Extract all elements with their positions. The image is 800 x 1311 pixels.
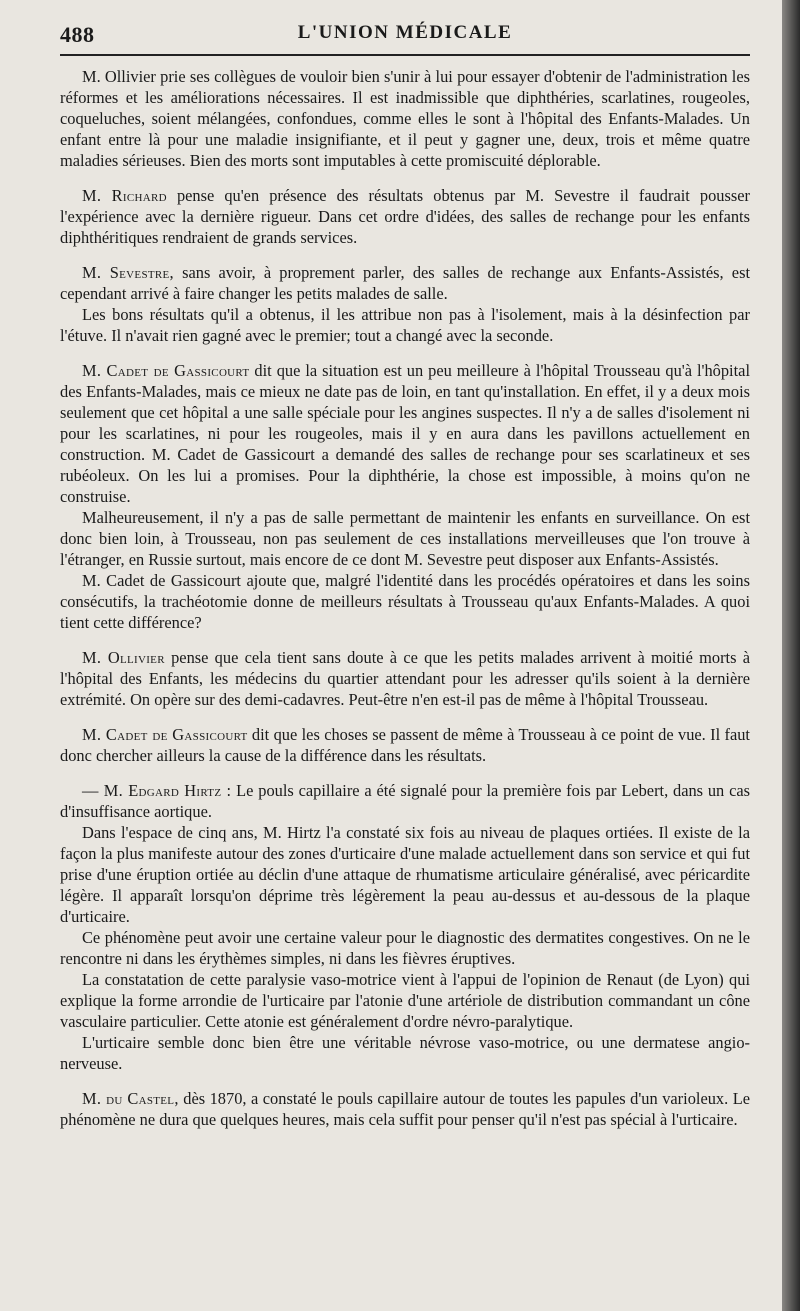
paragraph-text: M. Ollivier prie ses collègues de vouloir bien s'unir à lui pour essayer d'obtenir de l'administration les réformes et les améliorations nécessaires. Il est inadmissible que diphthéries, scarlatines, rougeoles, coqueluches, soient mélangées, confondues, comme elles le sont à l'hôpital des Enfants-Malades. Un enfant entre là pour une maladie insignifiante, et il peut y gagner une, deux, trois et même quatre maladies sérieuses. Bien des morts sont imputables à cette promiscuité déplorable. — [60, 67, 750, 170]
speaker-name: — M. Edgard Hirtz : — [82, 781, 232, 800]
speaker-name: M. Ollivier — [82, 648, 165, 667]
paragraph — [60, 262, 750, 304]
paragraph — [60, 1088, 750, 1130]
paragraph — [60, 507, 750, 570]
header-rule — [60, 54, 750, 56]
paragraph — [60, 1032, 750, 1074]
paragraph — [60, 66, 750, 171]
paragraph-text: Ce phénomène peut avoir une certaine valeur pour le diagnostic des dermatites congestives. On ne le rencontre ni dans les érythèmes simples, ni dans les fièvres éruptives. — [60, 928, 750, 968]
paragraph — [60, 570, 750, 633]
speaker-name: M. du Castel, — [82, 1089, 179, 1108]
paragraph-text: pense qu'en présence des résultats obtenus par M. Sevestre il faudrait pousser l'expérience avec la dernière rigueur. Dans cet ordre d'idées, des salles de rechange pour les enfants diphthéritiques rendraient de grands services. — [60, 186, 750, 247]
speaker-name: M. Cadet de Gassicourt — [82, 725, 248, 744]
paragraph-text: pense que cela tient sans doute à ce que les petits malades arrivent à moitié morts à l'hôpital des Enfants, les médecins du quartier attendant pour les adresser qu'ils soient à la dernière extrémité. On opère sur des demi-cadavres. Peut-être n'en est-il pas de même à l'hôpital Trousseau. — [60, 648, 750, 709]
paragraph — [60, 822, 750, 927]
speaker-name: M. Cadet de Gassicourt — [82, 361, 250, 380]
page-edge-shadow — [782, 0, 800, 1311]
page-header — [60, 18, 750, 52]
paragraph-text: dit que la situation est un peu meilleure à l'hôpital Trousseau qu'à l'hôpital des Enfants-Malades, mais ce mieux ne date pas de loin, en tant qu'installation. En effet, il y a deux mois seulement que cet hôpital a une salle spéciale pour les angines suspectes. Il n'y a de salles d'isolement ni pour les scarlatines, ni pour les rougeoles, mais il y en aura dans les pavillons actuellement en construction. M. Cadet de Gassicourt a demandé des salles de rechange pour ses scarlatineux et ses rubéoleux. On les lui a promises. Pour la diphthérie, la chose est impossible, à moins qu'on ne construise. — [60, 361, 750, 506]
paragraph-text: Malheureusement, il n'y a pas de salle permettant de maintenir les enfants en surveillance. On est donc bien loin, à Trousseau, non pas seulement de ces installations merveilleuses que l'on trouve à l'étranger, en Russie surtout, mais encore de ce dont M. Sevestre peut disposer aux Enfants-Assistés. — [60, 508, 750, 569]
paragraph-text: dès 1870, a constaté le pouls capillaire autour de toutes les papules d'un varioleux. Le phénomène ne dura que quelques heures, mais cela suffit pour penser qu'il n'est pas spécial à l'urticaire. — [60, 1089, 751, 1129]
speaker-name: M. Sevestre, — [82, 263, 174, 282]
page-number: 488 — [60, 22, 95, 47]
paragraph — [60, 360, 750, 507]
paragraph — [60, 304, 750, 346]
paragraph — [60, 724, 750, 766]
paragraph-text: Dans l'espace de cinq ans, M. Hirtz l'a constaté six fois au niveau de plaques ortiées. Il existe de la façon la plus manifeste autour des zones d'urticaire d'une malade actuellement dans son service et qui fut prise d'une éruption ortiée au déclin d'une attaque de rhumatisme articulaire généralisé, avec péricardite légère. Il apparaît lorsqu'on déprime très légèrement la peau au-dessus et au-dessous de la plaque d'urticaire. — [60, 823, 750, 926]
paragraph-text: La constatation de cette paralysie vaso-motrice vient à l'appui de l'opinion de Renaut (de Lyon) qui explique la forme arrondie de l'urticaire par l'atonie d'une artériole de distribution commandant un cône vasculaire particulier. Cette atonie est généralement d'ordre névro-paralytique. — [60, 970, 750, 1031]
paragraph-text: dit que les choses se passent de même à Trousseau à ce point de vue. Il faut donc chercher ailleurs la cause de la différence dans les résultats. — [60, 725, 750, 765]
article-body — [60, 66, 750, 1130]
paragraph — [60, 780, 750, 822]
paragraph — [60, 185, 750, 248]
paragraph — [60, 647, 750, 710]
paragraph-text: Le pouls capillaire a été signalé pour la première fois par Lebert, dans un cas d'insuffisance aortique. — [60, 781, 750, 821]
paragraph-text: M. Cadet de Gassicourt ajoute que, malgré l'identité dans les procédés opératoires et dans les soins consécutifs, la trachéotomie donne de meilleurs résultats à Trousseau qu'aux Enfants-Malades. A quoi tient cette différence? — [60, 571, 750, 632]
running-title: L'UNION MÉDICALE — [297, 22, 513, 43]
paragraph-text: Les bons résultats qu'il a obtenus, il les attribue non pas à l'isolement, mais à la désinfection par l'étuve. Il n'avait rien gagné avec le premier; tout a changé avec la seconde. — [60, 305, 750, 345]
speaker-name: M. Richard — [82, 186, 167, 205]
paragraph-text: L'urticaire semble donc bien être une véritable névrose vaso-motrice, ou une dermatese angio-nerveuse. — [60, 1033, 750, 1073]
paragraph — [60, 969, 750, 1032]
paragraph-text: sans avoir, à proprement parler, des salles de rechange aux Enfants-Assistés, est cependant arrivé à faire changer les petits malades de salle. — [60, 263, 750, 303]
paragraph — [60, 927, 750, 969]
